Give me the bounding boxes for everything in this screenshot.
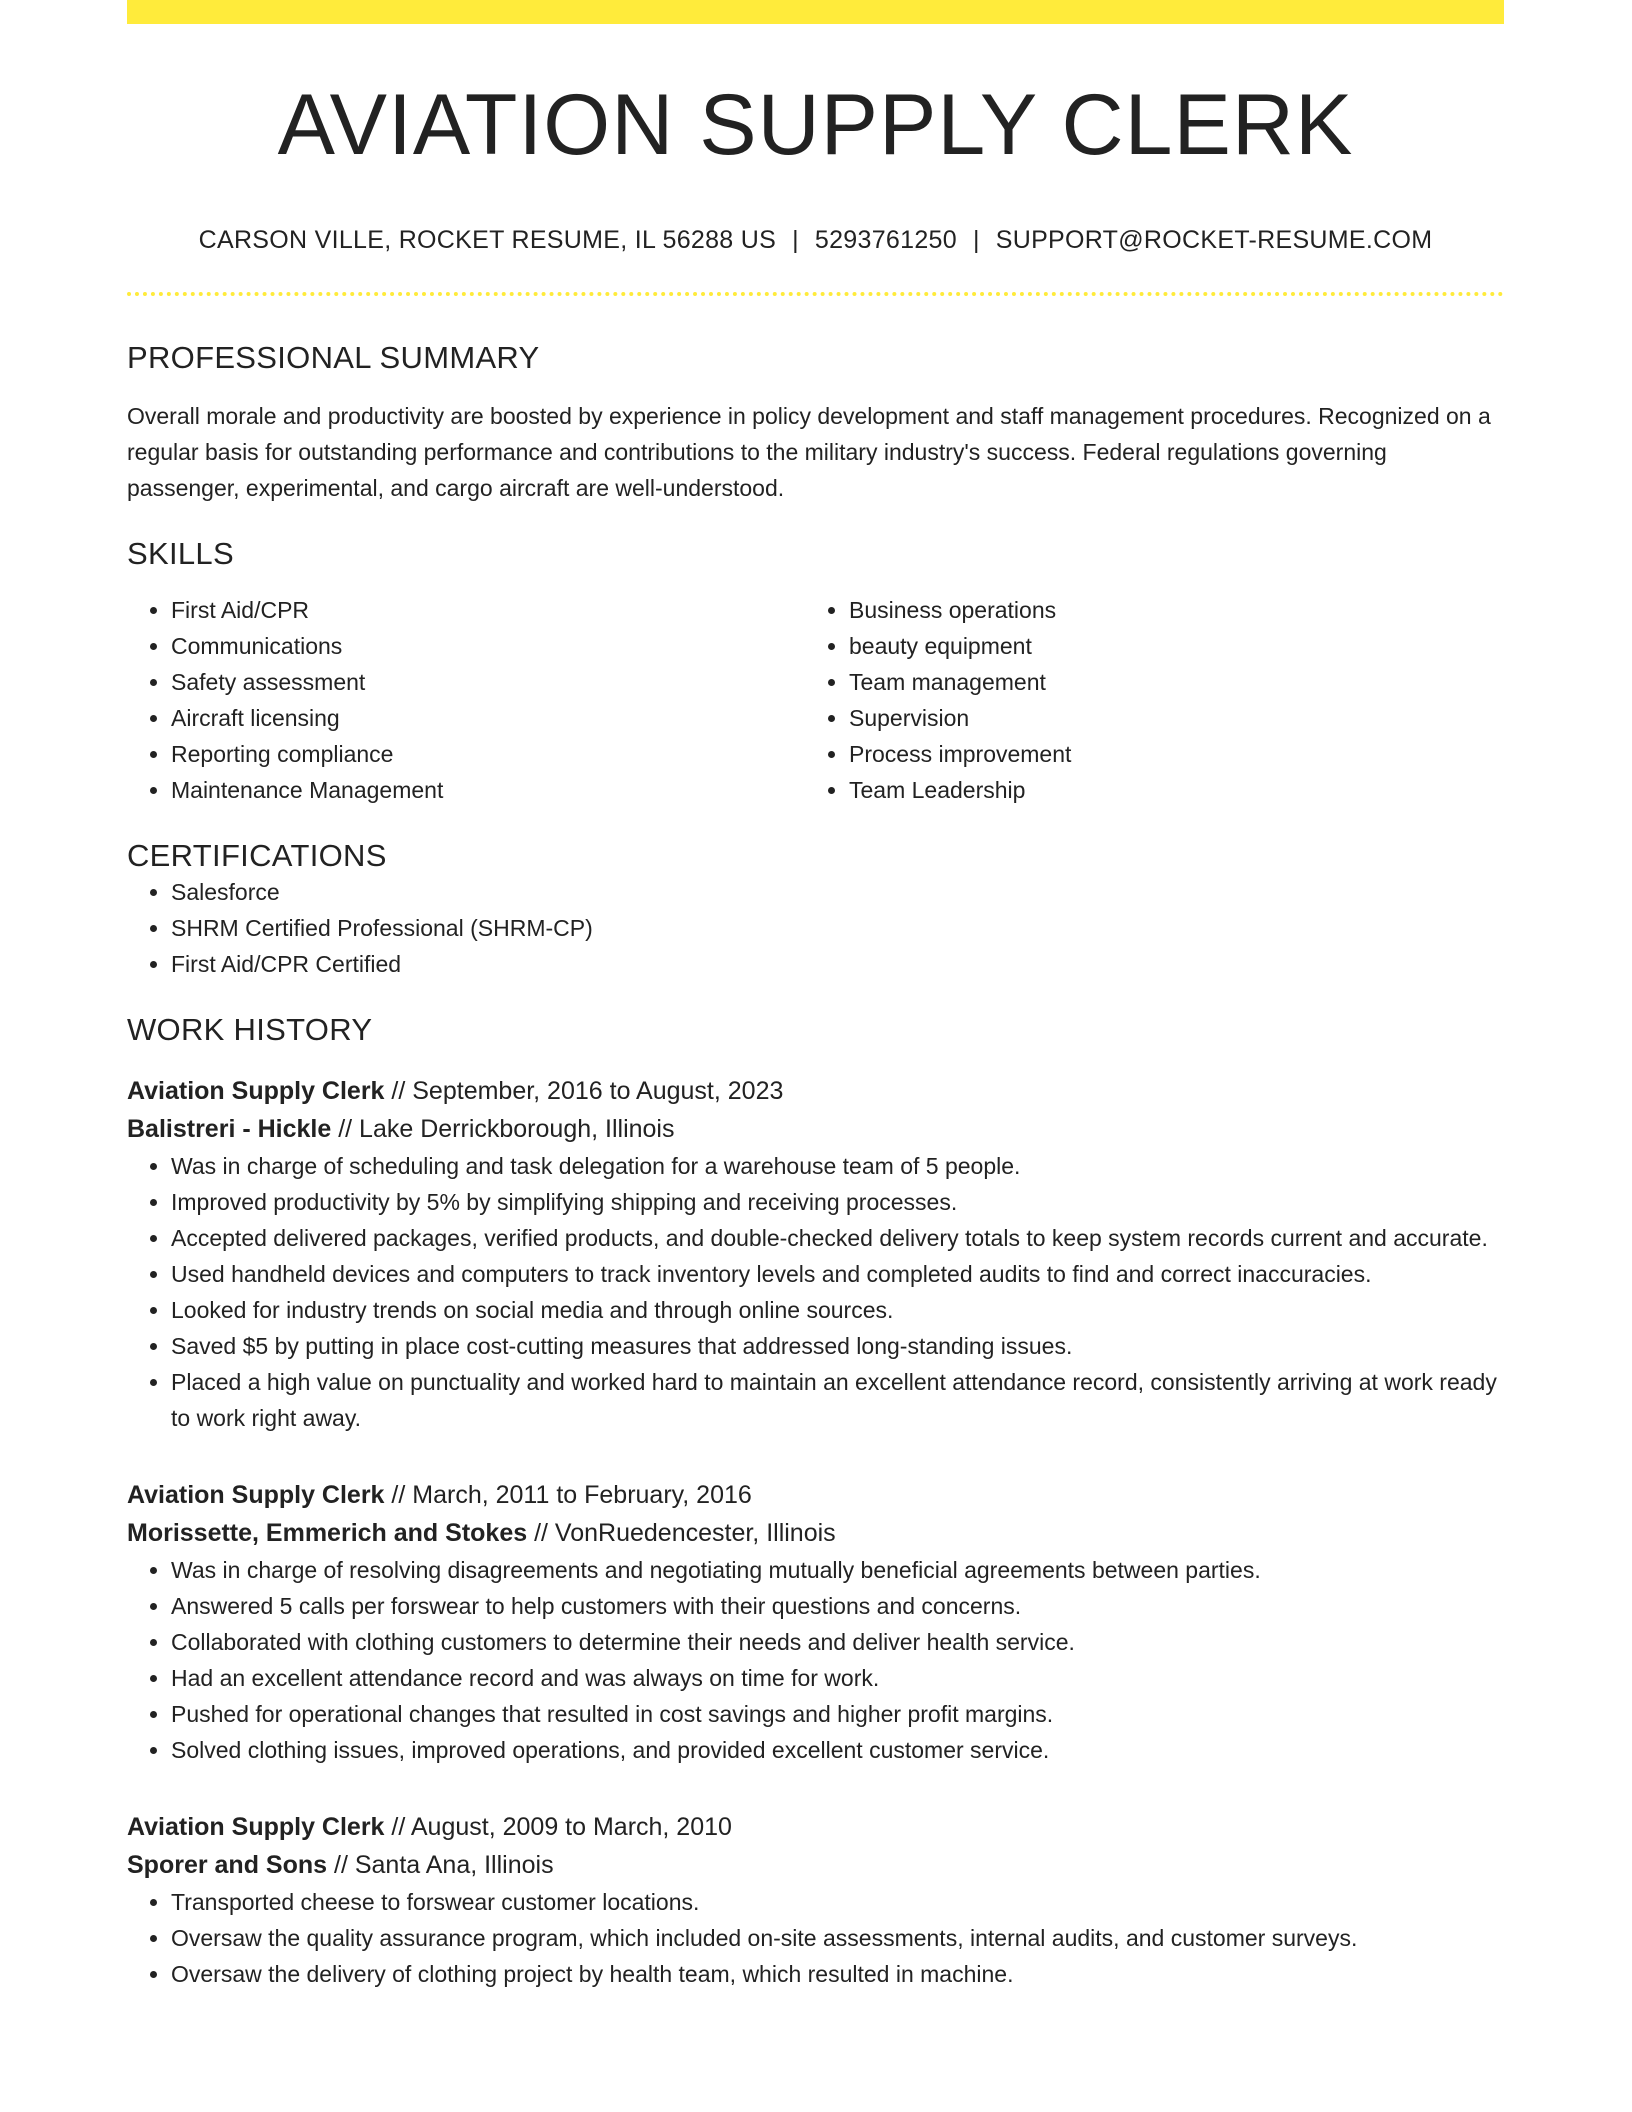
- summary-heading: PROFESSIONAL SUMMARY: [127, 340, 540, 375]
- job-role: Aviation Supply Clerk: [127, 1481, 385, 1509]
- skill-item: • Supervision: [849, 700, 1483, 736]
- skills-list-right: [805, 592, 1483, 808]
- job-bullet: • Oversaw the delivery of clothing project by health team, which resulted in machine.: [171, 1956, 1504, 1992]
- skill-item: • Reporting compliance: [171, 736, 805, 772]
- job-bullet: • Was in charge of scheduling and task delegation for a warehouse team of 5 people.: [171, 1148, 1504, 1184]
- resume-title: AVIATION SUPPLY CLERK: [277, 77, 1354, 173]
- certifications-heading: CERTIFICATIONS: [127, 838, 387, 873]
- certification-item: • First Aid/CPR Certified: [171, 946, 1504, 982]
- job-bullet: • Transported cheese to forswear customer locations.: [171, 1884, 1504, 1920]
- job-entry: [127, 1072, 1504, 1436]
- job-bullet: • Improved productivity by 5% by simplifying shipping and receiving processes.: [171, 1184, 1504, 1220]
- skills-grid: [127, 592, 1504, 808]
- job-bullet: • Used handheld devices and computers to track inventory levels and completed audits to find and correct inaccuracies.: [171, 1256, 1504, 1292]
- job-bullet: • Was in charge of resolving disagreements and negotiating mutually beneficial agreements between parties.: [171, 1552, 1504, 1588]
- summary-text: Overall morale and productivity are boosted by experience in policy development and staff management procedures. Recognized on a regular basis for outstanding performance and contributions to the military industry's success. Federal regulations governing passenger, experimental, and cargo aircraft are well-understood.: [127, 403, 1491, 501]
- job-dates: // August, 2009 to March, 2010: [391, 1813, 732, 1841]
- job-bullet: • Saved $5 by putting in place cost-cutting measures that addressed long-standing issues.: [171, 1328, 1504, 1364]
- job-bullet: • Placed a high value on punctuality and worked hard to maintain an excellent attendance record, consistently arriving at work ready to work right away.: [171, 1364, 1504, 1436]
- job-role: Aviation Supply Clerk: [127, 1813, 385, 1841]
- certification-item: • SHRM Certified Professional (SHRM-CP): [171, 910, 1504, 946]
- skill-item: • Business operations: [849, 592, 1483, 628]
- contact-line: [127, 226, 1504, 255]
- job-bullet: • Solved clothing issues, improved operations, and provided excellent customer service.: [171, 1732, 1504, 1768]
- skill-item: • beauty equipment: [849, 628, 1483, 664]
- skill-item: • Team management: [849, 664, 1483, 700]
- job-company-line: [127, 1514, 1504, 1552]
- job-company: Sporer and Sons: [127, 1851, 328, 1879]
- job-bullet: • Pushed for operational changes that resulted in cost savings and higher profit margins.: [171, 1696, 1504, 1732]
- skill-item: • Communications: [171, 628, 805, 664]
- skill-item: • Aircraft licensing: [171, 700, 805, 736]
- job-bullet: • Had an excellent attendance record and was always on time for work.: [171, 1660, 1504, 1696]
- job-location: // VonRuedencester, Illinois: [534, 1519, 836, 1547]
- skill-item: • First Aid/CPR: [171, 592, 805, 628]
- skill-item: • Safety assessment: [171, 664, 805, 700]
- skill-item: • Process improvement: [849, 736, 1483, 772]
- job-bullet: • Oversaw the quality assurance program, which included on-site assessments, internal audits, and customer surveys.: [171, 1920, 1504, 1956]
- certifications-list: [127, 874, 1504, 982]
- job-location: // Lake Derrickborough, Illinois: [338, 1115, 675, 1143]
- skills-list-left: [127, 592, 805, 808]
- accent-top-bar: [127, 0, 1504, 24]
- job-dates: // September, 2016 to August, 2023: [391, 1077, 784, 1105]
- job-role-line: [127, 1808, 1504, 1846]
- job-company: Balistreri - Hickle: [127, 1115, 332, 1143]
- job-company: Morissette, Emmerich and Stokes: [127, 1519, 528, 1547]
- skills-column-left: [127, 592, 805, 808]
- job-location: // Santa Ana, Illinois: [334, 1851, 554, 1879]
- job-role-line: [127, 1476, 1504, 1514]
- job-dates: // March, 2011 to February, 2016: [391, 1481, 752, 1509]
- contact-address: CARSON VILLE, ROCKET RESUME, IL 56288 US: [198, 226, 777, 254]
- job-entry: [127, 1476, 1504, 1768]
- job-bullet-list: [127, 1148, 1504, 1436]
- job-entry: [127, 1808, 1504, 1992]
- job-bullet: • Collaborated with clothing customers to determine their needs and deliver health service.: [171, 1624, 1504, 1660]
- contact-phone: 5293761250: [814, 226, 957, 254]
- certification-item: • Salesforce: [171, 874, 1504, 910]
- job-role: Aviation Supply Clerk: [127, 1077, 385, 1105]
- skill-item: • Maintenance Management: [171, 772, 805, 808]
- resume-page: [127, 0, 1504, 1992]
- skills-column-right: [805, 592, 1483, 808]
- job-company-line: [127, 1110, 1504, 1148]
- job-role-line: [127, 1072, 1504, 1110]
- job-bullet-list: [127, 1552, 1504, 1768]
- contact-separator: |: [972, 226, 980, 254]
- work-history-heading: WORK HISTORY: [127, 1012, 373, 1047]
- skill-item: • Team Leadership: [849, 772, 1483, 808]
- job-bullet: • Looked for industry trends on social media and through online sources.: [171, 1292, 1504, 1328]
- dotted-divider: [127, 292, 1504, 296]
- contact-separator: |: [792, 226, 799, 254]
- job-company-line: [127, 1846, 1504, 1884]
- skills-heading: SKILLS: [127, 536, 234, 571]
- job-bullet: • Accepted delivered packages, verified products, and double-checked delivery totals to keep system records current and accurate.: [171, 1220, 1504, 1256]
- job-bullet-list: [127, 1884, 1504, 1992]
- job-bullet: • Answered 5 calls per forswear to help customers with their questions and concerns.: [171, 1588, 1504, 1624]
- contact-email: SUPPORT@ROCKET-RESUME.COM: [995, 226, 1433, 254]
